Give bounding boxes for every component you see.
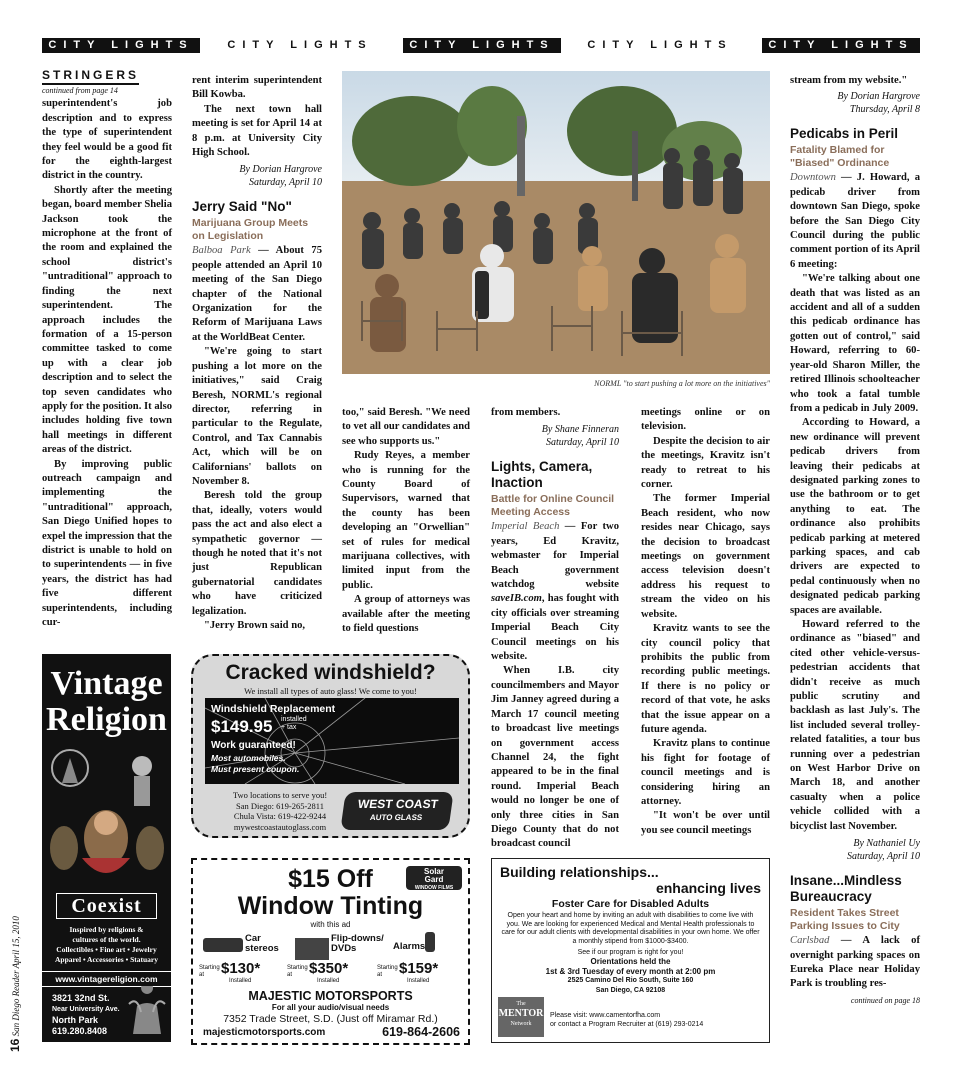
paragraph: "Jerry Brown said no, [204, 620, 306, 631]
price-note: + tax [281, 724, 297, 731]
meeting-photo [342, 71, 770, 374]
paragraph: By improving public outreach campaign and implementing the "untraditional" approach, San Diego Unified hopes to expel the impression that the district is unable to hold on to superintendents — in five years, the district has had five different superintendents, including cur- [42, 458, 172, 629]
west-coast-logo: WEST COAST AUTO GLASS [340, 792, 453, 830]
deck: Fatality Blamed for "Biased" Ordinance [790, 144, 890, 170]
headline: Pedicabs in Peril [790, 126, 899, 142]
paragraph: "We're going to start pushing a lot more on the initiatives," said Craig Beresh, NORML's regional director, referring in particular to the Regulate, Control, and Tax Cannabis Act, which will be on Californians' ballots on November 8. [192, 346, 322, 487]
ad-body: Open your heart and home by inviting an adult with disabilities to come live with you. We are looking for experienced Medical and Mental Health professionals to care for our adult clients with developmental disabilities in your own home. We offer a monthly stipend from $1000-$3400. [501, 912, 760, 945]
paragraph: According to Howard, a new ordinance will prevent pedicab drivers from leaving their pedicabs at designated parking zones to use the bathroom or to get anything to eat. The ordinance also prohibits pedicab parking at metered parking spaces, and cab drivers are expected to pedal continuously when no designated pedicab parking spaces are available. [790, 417, 920, 616]
paragraph: A group of attorneys was available after the meeting to field questions [342, 594, 470, 635]
ad-cracked-windshield[interactable] [191, 654, 470, 838]
column-pedicabs: stream from my website." By Dorian Hargrove Thursday, April 8 Pedicabs in Peril Fatality Blamed for "Biased" Ordinance Downtown — J. Howard, a pedicab driver from downtown San Diego, spoke before the San Diego City Council during the public comment portion of its April 6 meeting: "We're talking about one death that was listed as an accident and all of a sudden this pedicab ordinance has gotten out of control," said Howard, referring to 60-year-old Sharon Miller, the retired Illinois schoolteacher who took a fatal tumble from a pedicab in July 2009. According to Howard, a new ordinance will prevent pedicab drivers from leaving their pedicabs at designated parking zones to use the bathroom or to get anything to eat. The ordinance also prohibits pedicab parking at metered parking spaces, and cab drivers are expected to pedal continuously when no designated pedicab parking spaces are available. Howard referred to the ordinance as "biased" and cited other vehicle-versus-pedestrian accidents that didn't receive as much public scrutiny and backlash as last July's. The list included several trolley-related fatalities, a tour bus running over a pedestrian on West Harbor Drive on March 18, and another casualty when a police vehicle collided with a bicyclist last November. By Nathaniel Uy Saturday, April 10 Insane...Mindless Bureaucracy Resident Takes Street Parking Issues to City Carlsbad — A lack of overnight parking spaces on Eureka Place near Holiday Park is troubling res- continued on page 18 [790, 75, 921, 1005]
ad-address: North Park [52, 1015, 99, 1025]
byline: By Nathaniel Uy [853, 838, 920, 850]
price-note: Installed [317, 978, 340, 984]
product-price: $130* [221, 960, 261, 977]
paragraph: "We're talking about one death that was listed as an accident and all of a sudden this pedicab ordinance has gotten out of control," said Howard, referring to 60-year-old Sharon Miller, the retired Illinois schoolteacher who took a fatal tumble from a pedicab in July 2009. [790, 273, 920, 414]
car-stereo-icon [203, 938, 243, 952]
ad-url[interactable]: www.vintagereligion.com [42, 971, 171, 987]
ad-phone: 619-864-2606 [382, 1025, 460, 1039]
product-row [199, 932, 464, 992]
ad-address: Near University Ave. [52, 1006, 120, 1013]
product-name: Alarms [393, 941, 426, 952]
ad-tagline: Inspired by religions & [69, 925, 144, 934]
paragraph: Shortly after the meeting began, board member Shelia Jackson took the microphone at the front of the room and explained the school district's "untraditional" approach to finding the next superintendent. The approach includes the formation of a 15-person committee tasked to come up with a clear job description and to select the top seven candidates who apply for the position. It also includes holding five town hall meetings in different areas of the district. [42, 184, 172, 456]
paragraph: Howard referred to the ordinance as "biased" and cited other vehicle-versus-pedestrian accidents that didn't receive as much public scrutiny and backlash as last July's. The list included several trolley-related fatalities, a tour bus running over a pedestrian on West Harbor Drive on March 18, and another casualty when a police vehicle collided with a bicyclist last November. [790, 619, 920, 832]
ad-subtitle: with this ad [310, 920, 351, 929]
price: $149.95 [211, 717, 273, 736]
byline-date: Saturday, April 10 [248, 177, 322, 189]
byline: By Shane Finneran [541, 424, 619, 436]
ad-note: Most automobiles. [211, 753, 286, 763]
continued-note: continued on page 18 [850, 995, 920, 1005]
paragraph: "It won't be over until you see council meetings [641, 810, 770, 836]
column-lights-camera: from members. By Shane Finneran Saturday, April 10 Lights, Camera, Inaction Battle for Online Council Meeting Access Imperial Beach — For two years, Ed Kravitz, webmaster for Imperial Beach government watchdog website saveIB.com, has fought with city officials over streaming Imperial Beach City Council meetings on his website. When I.B. city councilmembers and Mayor Jim Janney agreed during a March 17 council meeting to broadcast live meetings on government access Channel 24, the fight appeared to be in the final round. Imperial Beach would no longer be one of only three cities in San Diego County that do not broadcast council [491, 406, 619, 852]
deck: Resident Takes Street Parking Issues to City [790, 907, 900, 933]
alarm-remote-icon [425, 932, 435, 952]
dvd-player-icon [295, 938, 329, 960]
ad-subtitle: Foster Care for Disabled Adults [551, 898, 710, 910]
ad-title: Cracked windshield? [225, 661, 436, 684]
location-phone: Chula Vista: 619-422-9244 [233, 811, 327, 821]
ad-title: Building relationships... [500, 864, 659, 880]
product-price: $350* [309, 960, 349, 977]
ad-phone: 619.280.8408 [52, 1026, 108, 1036]
price-prefix: Starting at [377, 965, 398, 978]
angel-statue-icon [127, 986, 167, 1036]
section-header-tab: CITY LIGHTS [403, 38, 561, 53]
orientation-info: Orientations held the [590, 957, 671, 966]
orientation-info: 1st & 3rd Tuesday of every month at 2:00 pm [545, 966, 716, 976]
page-number: 16 [8, 1038, 22, 1052]
paragraph: Rudy Reyes, a member who is running for the County Board of Supervisors, warned that the county has been developing an "Orwellian" set of rules for medical marijuana collectives, with limited input from the public. [342, 450, 470, 591]
section-header-tab: CITY LIGHTS [42, 38, 200, 53]
publication-date: San Diego Reader April 15, 2010 [11, 916, 21, 1037]
deck: Battle for Online Council Meeting Access [491, 493, 615, 519]
photo-caption: NORML "to start pushing a lot more on the initiatives" [594, 379, 770, 388]
headline: Insane...Mindless Bureaucracy [790, 873, 902, 905]
company-name: MAJESTIC MOTORSPORTS [248, 989, 413, 1003]
price-note: installed [281, 716, 307, 723]
paragraph: The next town hall meeting is set for April 14 at 8 p.m. at University City High School. [192, 103, 322, 159]
website-name: saveIB.com [491, 593, 542, 605]
price-prefix: Starting at [287, 965, 308, 978]
ad-cta: See if our program is right for you! [577, 949, 684, 956]
byline-date: Saturday, April 10 [545, 437, 619, 449]
continued-note: continued from page 14 [42, 86, 118, 96]
price-note: Installed [229, 978, 252, 984]
paragraph: Despite the decision to air the meetings, Kravitz isn't ready to retreat to his corner. [641, 435, 770, 491]
location-phone: San Diego: 619-265-2811 [236, 800, 324, 811]
column-jerry-said-no: rent interim superintendent Bill Kowba. The next town hall meeting is set for April 14 at 8 p.m. at University City High School. By Dorian Hargrove Saturday, April 10 Jerry Said "No" Marijuana Group Meets on Legislation Balboa Park — About 75 people attended an April 10 meeting of the San Diego chapter of the National Organization for the Reform of Marijuana Laws at the WorldBeat Center. "We're going to start pushing a lot more on the initiatives," said Craig Beresh, NORML's regional director, referring in particular to the Regulate, Control, and Tax Cannabis Act, which will be on Californians' ballots on November 8. Beresh told the group that, ideally, voters would pass the act and also elect a sympathetic governor — though he noted that it's not just Republican gubernatorial candidates who have criticized legalization. "Jerry Brown said no, [192, 74, 322, 633]
column-jerry-cont [342, 406, 470, 637]
company-address: 7352 Trade Street, S.D. (Just off Miramar Rd.) [223, 1013, 438, 1025]
product-price: $159* [399, 960, 439, 977]
byline-date: Thursday, April 8 [849, 104, 920, 116]
paragraph: Beresh told the group that, ideally, voters would pass the act and also elect a sympathetic governor — though he noted that it's not just Republican gubernatorial candidates who have criticized legalization. [192, 490, 322, 617]
orientation-info: 2525 Camino Del Rio South, Suite 160 [567, 977, 694, 984]
price-note: Installed [407, 978, 430, 984]
guarantee: Work guaranteed! [211, 740, 296, 751]
price-prefix: Starting at [199, 965, 220, 978]
lead-text: About 75 people attended an April 10 meeting of the San Diego chapter of the National Organization for the Reform of Marijuana Laws at the WorldBeat Center. [192, 245, 323, 343]
byline-date: Saturday, April 10 [846, 851, 920, 863]
ad-tagline: Collectibles • Fine art • Jewelry [56, 945, 157, 954]
section-title: STRINGERS [42, 68, 139, 85]
ad-title: Religion [46, 701, 167, 738]
ad-tagline: Apparel • Accessories • Statuary [54, 955, 159, 964]
product-name: Car stereos [245, 933, 279, 954]
byline: By Dorian Hargrove [837, 91, 920, 103]
dateline: Carlsbad [790, 935, 830, 947]
box-title: Windshield Replacement [211, 703, 336, 715]
dateline: Balboa Park [192, 245, 251, 257]
ad-vintage-religion[interactable] [42, 654, 171, 1042]
headline: Lights, Camera, Inaction [491, 459, 593, 491]
column-stringers [42, 68, 172, 630]
ad-title: enhancing lives [655, 880, 761, 896]
lead-text: J. Howard, a pedicab driver from downtown San Diego, spoke before the San Diego City Council during the public comment portion of its April 6 meeting: [790, 172, 921, 270]
mentor-logo: The MENTOR Network [498, 997, 544, 1037]
paragraph: Kravitz plans to continue his fight for footage of council meetings and is considering hiring an attorney. [641, 738, 770, 807]
folio [8, 882, 22, 1052]
company-tagline: For all your audio/visual needs [271, 1003, 390, 1012]
ad-address: 3821 32nd St. [52, 993, 110, 1003]
section-header-tab: CITY LIGHTS [227, 39, 373, 51]
paragraph: from members. [491, 407, 561, 418]
locations: Two locations to serve you! [232, 790, 328, 800]
crowd-photo-illustration [342, 71, 770, 374]
deck: Marijuana Group Meets on Legislation [192, 217, 309, 243]
dateline: Downtown [790, 172, 836, 184]
windshield-box [205, 698, 459, 784]
section-header-tab: CITY LIGHTS [762, 38, 920, 53]
paragraph: superintendent's job description and to express the type of superintendent they feel would be a good fit for the eighth-largest district in the country. [42, 98, 172, 182]
ad-window-tinting[interactable] [191, 858, 470, 1045]
byline: By Dorian Hargrove [239, 164, 322, 176]
paragraph: Kravitz wants to see the city council policy that prohibits the public from recording public meetings. If there is no policy or record of that vote, he asks that the issue appear on a future agenda. [641, 623, 770, 735]
ad-contact: or contact a Program Recruiter at (619) 293-0214 [550, 1021, 704, 1028]
coexist-logo: Coexist [56, 893, 157, 919]
dateline: Imperial Beach [491, 521, 560, 533]
paragraph: When I.B. city councilmembers and Mayor Jim Janney agreed during a March 17 council meeting to broadcast live meetings on government access Channel 24, the fight appeared to be in the final round. Imperial Beach would no longer be one of only three cities in San Diego County that do not broadcast council [491, 665, 619, 850]
headline: Jerry Said "No" [192, 199, 292, 215]
lead-text: A lack of overnight parking spaces on Eureka Place near Holiday Park is troubling res- [790, 935, 920, 990]
section-header-tab: CITY LIGHTS [587, 39, 733, 51]
lead-text: For two years, Ed Kravitz, webmaster for Imperial Beach government watchdog website [491, 521, 619, 591]
paragraph: rent interim superintendent Bill Kowba. [192, 75, 322, 101]
orientation-info: San Diego, CA 92108 [595, 986, 666, 994]
ad-title: Vintage [50, 665, 163, 702]
ad-title: Window Tinting [237, 892, 424, 920]
column-lights-camera-cont [641, 406, 770, 838]
ad-tagline: cultures of the world. [72, 935, 141, 944]
ad-title: $15 Off [288, 865, 373, 893]
ad-subtitle: We install all types of auto glass! We come to you! [244, 686, 417, 696]
ad-mentor-network[interactable] [491, 858, 770, 1043]
religious-imagery [42, 738, 171, 888]
paragraph: stream from my website." [790, 75, 908, 86]
paragraph: too," said Beresh. "We need to vet all our candidates and see who supports us." [342, 407, 470, 447]
solargard-logo: Solar Gard WINDOW FILMS [406, 866, 462, 890]
ad-note: Must present coupon. [211, 764, 300, 774]
ad-url[interactable]: Please visit: www.camentorfha.com [550, 1012, 661, 1019]
lead-text: , has fought with city officials over streaming Imperial Beach City Council meetings on his website. [491, 593, 619, 663]
paragraph: The former Imperial Beach resident, who now resides near Chicago, says the decision to broadcast meetings on government access television doesn't address his request to stream the video on his website. [641, 493, 770, 620]
ad-url[interactable]: mywestcoastautoglass.com [233, 821, 327, 832]
ad-url[interactable]: majesticmotorsports.com [203, 1027, 326, 1038]
paragraph: meetings online or on television. [641, 407, 770, 433]
product-name: Flip-downs/ DVDs [331, 933, 384, 954]
